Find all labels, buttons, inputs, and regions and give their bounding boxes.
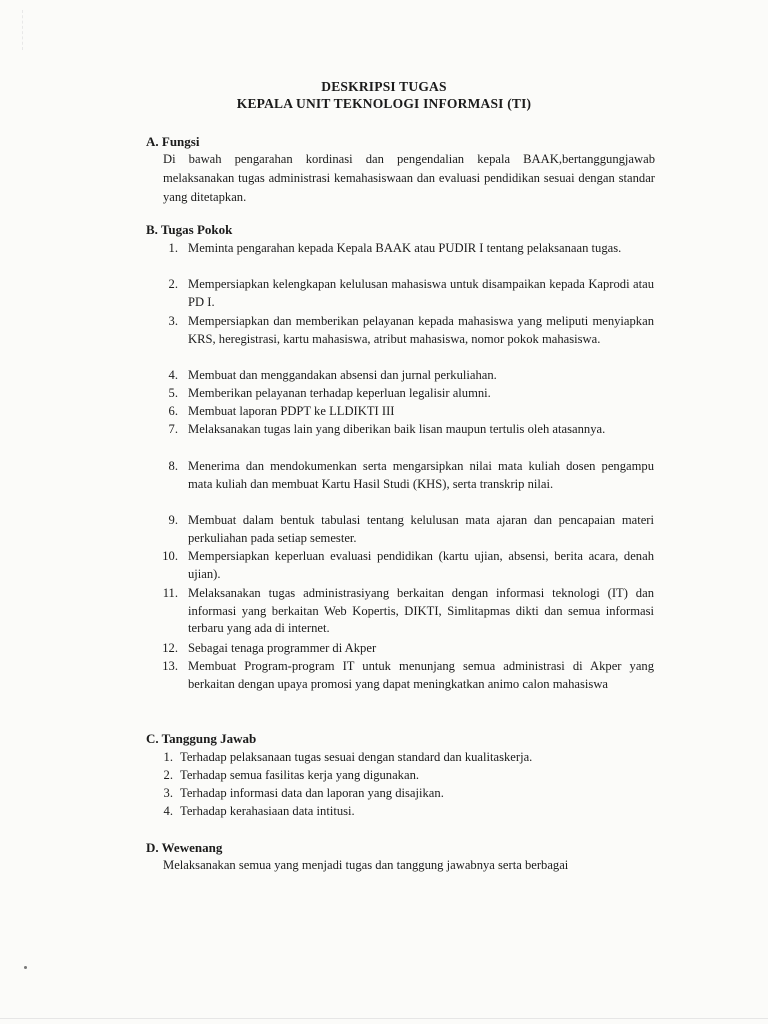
list-number: 13. xyxy=(162,659,178,673)
section-b-heading: B. Tugas Pokok xyxy=(146,222,233,237)
section-a-heading: A. Fungsi xyxy=(146,134,200,149)
list-number: 3. xyxy=(168,314,178,328)
page-bottom-edge xyxy=(0,1018,768,1019)
list-number: 1. xyxy=(163,750,173,764)
list-number: 9. xyxy=(168,513,178,527)
document-title: DESKRIPSI TUGAS xyxy=(321,79,447,94)
list-number: 4. xyxy=(168,368,178,382)
section-c-heading: C. Tanggung Jawab xyxy=(146,731,257,746)
list-text: Membuat dan menggandakan absensi dan jurnal perkuliahan. xyxy=(188,368,497,382)
scan-speck xyxy=(24,966,27,969)
list-number: 7. xyxy=(168,422,178,436)
list-text: Memberikan pelayanan terhadap keperluan legalisir alumni. xyxy=(188,386,491,400)
list-text: Melaksanakan tugas lain yang diberikan baik lisan maupun tertulis oleh atasannya. xyxy=(188,422,606,436)
list-text: Melaksanakan tugas administrasiyang berkaitan dengan informasi teknologi (IT) dan informasi yang berkaitan Web Kopertis, DIKTI, Simlitapmas dikti dan semua informasi terbaru yang ada di internet. xyxy=(188,586,654,635)
document-subtitle: KEPALA UNIT TEKNOLOGI INFORMASI (TI) xyxy=(236,96,532,111)
list-number: 10. xyxy=(162,549,178,563)
page-edge-mark xyxy=(0,10,23,50)
list-text: Terhadap pelaksanaan tugas sesuai dengan standard dan kualitaskerja. xyxy=(180,750,533,764)
list-text: Mempersiapkan keperluan evaluasi pendidikan (kartu ujian, absensi, berita acara, denah ujian). xyxy=(188,549,654,581)
list-number: 1. xyxy=(168,241,178,255)
section-d-text: Melaksanakan semua yang menjadi tugas dan tanggung jawabnya serta berbagai xyxy=(163,858,569,872)
list-text: Terhadap semua fasilitas kerja yang digunakan. xyxy=(180,768,420,782)
list-number: 8. xyxy=(168,459,178,473)
list-number: 6. xyxy=(168,404,178,418)
list-text: Membuat laporan PDPT ke LLDIKTI III xyxy=(188,404,395,418)
list-text: Mempersiapkan dan memberikan pelayanan kepada mahasiswa yang meliputi menyiapkan KRS, heregistrasi, kartu mahasiswa, atribut mahasiswa, nomor pokok mahasiswa. xyxy=(188,314,654,346)
list-number: 2. xyxy=(168,277,178,291)
list-text: Terhadap kerahasiaan data intitusi. xyxy=(180,804,355,818)
section-a-text: Di bawah pengarahan kordinasi dan pengendalian kepala BAAK,bertanggungjawab melaksanakan tugas administrasi kemahasiswaan dan evaluasi pendidikan sesuai dengan standar yang ditetapkan. xyxy=(163,152,655,204)
list-text: Sebagai tenaga programmer di Akper xyxy=(188,641,377,655)
list-text: Menerima dan mendokumenkan serta mengarsipkan nilai mata kuliah dosen pengampu mata kuliah dan membuat Kartu Hasil Studi (KHS), serta transkrip nilai. xyxy=(188,459,654,491)
list-number: 12. xyxy=(162,641,178,655)
list-number: 5. xyxy=(168,386,178,400)
section-d-heading: D. Wewenang xyxy=(146,840,223,855)
list-text: Meminta pengarahan kepada Kepala BAAK atau PUDIR I tentang pelaksanaan tugas. xyxy=(188,241,622,255)
list-text: Terhadap informasi data dan laporan yang disajikan. xyxy=(180,786,444,800)
list-number: 11. xyxy=(162,586,178,600)
list-text: Membuat Program-program IT untuk menunjang semua administrasi di Akper yang berkaitan dengan upaya promosi yang dapat meningkatkan animo calon mahasiswa xyxy=(188,659,654,691)
list-text: Mempersiapkan kelengkapan kelulusan mahasiswa untuk disampaikan kepada Kaprodi atau PD I. xyxy=(188,277,654,309)
list-number: 2. xyxy=(163,768,173,782)
list-number: 3. xyxy=(163,786,173,800)
list-number: 4. xyxy=(163,804,173,818)
list-text: Membuat dalam bentuk tabulasi tentang kelulusan mata ajaran dan pencapaian materi perkuliahan pada setiap semester. xyxy=(188,513,654,545)
